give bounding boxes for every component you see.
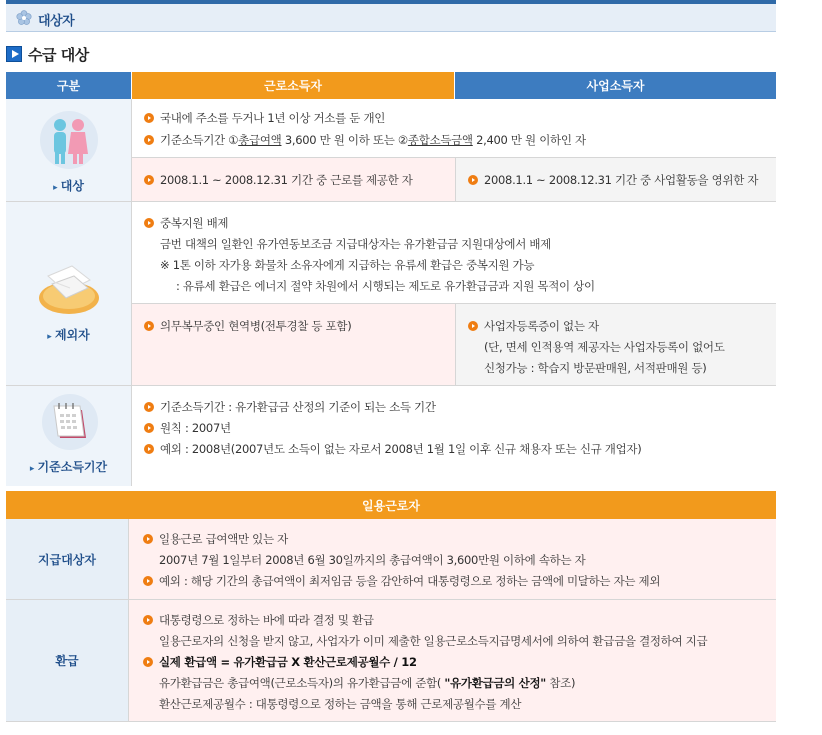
eligible-line-3: 예외 : 해당 기간의 총급여액이 최저임금 등을 감안하여 대통령령으로 정하는 금액에 미달하는 자는 제외	[143, 573, 660, 589]
row-eligible-category	[6, 519, 129, 600]
recipient-table	[6, 72, 776, 486]
row-eligible-label: 지급대상자	[38, 553, 96, 567]
row-refund-label: 환급	[55, 654, 79, 668]
row-excluded-wage: 의무복무중인 현역병(전투경찰 등 포함)	[132, 304, 455, 386]
excluded-line-3: ※ 1톤 이하 자가용 화물차 소유자에게 지급하는 유류세 환급은 중복지원 가능	[160, 258, 535, 272]
people-icon	[38, 109, 100, 171]
orange-bullet-icon	[468, 321, 478, 331]
refund-line-4: 유가환급금은 총급여액(근로소득자)의 유가환급금에 준함( "유가환급금의 산정" 참조)	[159, 676, 576, 690]
orange-bullet-icon	[144, 444, 154, 454]
excluded-line-1: 중복지원 배제	[144, 215, 228, 231]
page-header-bar	[6, 0, 776, 32]
excluded-line-4: : 유류세 환급은 에너지 절약 차원에서 시행되는 제도로 유가환급금과 지원 목적이 상이	[176, 279, 595, 293]
orange-bullet-icon	[143, 657, 153, 667]
row-target-common	[132, 99, 776, 158]
row-excluded-category	[6, 202, 132, 386]
refund-line-1: 대통령령으로 정하는 바에 따라 결정 및 환급	[143, 612, 374, 628]
daily-worker-table	[6, 491, 776, 723]
refund-line-2: 일용근로자의 신청을 받지 않고, 사업자가 이미 제출한 일용근로소득지급명세서에 의하여 환급금을 결정하여 지급	[159, 634, 708, 648]
section-title	[6, 43, 89, 65]
row-target-business: 2008.1.1 ~ 2008.12.31 기간 중 사업활동을 영위한 자	[455, 158, 776, 202]
header-wage-earner: 근로소득자	[132, 72, 455, 99]
row-refund-content	[129, 600, 776, 722]
row-eligible-content	[129, 519, 776, 600]
period-line-1: 기준소득기간 : 유가환급금 산정의 기준이 되는 소득 기간	[144, 399, 436, 415]
eligible-line-1: 일용근로 급여액만 있는 자	[143, 531, 288, 547]
row-excluded-common	[132, 202, 776, 304]
orange-bullet-icon	[144, 321, 154, 331]
orange-bullet-icon	[144, 423, 154, 433]
orange-bullet-icon	[144, 175, 154, 185]
orange-bullet-icon	[144, 135, 154, 145]
eligible-line-2: 2007년 7월 1일부터 2008년 6월 30일까지의 총급여액이 3,600만원 이하에 속하는 자	[159, 553, 586, 567]
row-target-label: ▸ 대상	[6, 177, 131, 194]
row-refund-category	[6, 600, 129, 722]
calendar-icon	[40, 392, 100, 452]
refund-line-3: 실제 환급액 = 유가환급금 X 환산근로제공월수 / 12	[143, 654, 417, 670]
page-title: 대상자	[38, 14, 75, 29]
target-line-1: 국내에 주소를 두거나 1년 이상 거소를 둔 개인	[144, 110, 385, 126]
period-line-3: 예외 : 2008년(2007년도 소득이 없는 자로서 2008년 1월 1일 이후 신규 채용자 또는 신규 개업자)	[144, 441, 641, 457]
row-target-category	[6, 99, 132, 202]
header-category: 구분	[6, 72, 132, 99]
orange-bullet-icon	[143, 615, 153, 625]
orange-bullet-icon	[143, 576, 153, 586]
row-excluded-business: 사업자등록증이 없는 자 (단, 면세 인적용역 제공자는 사업자등록이 없어도 신청가능 : 학습지 방문판매원, 서적판매원 등)	[455, 304, 776, 386]
refund-line-5: 환산근로제공월수 : 대통령령으로 정하는 금액을 통해 근로제공월수를 계산	[159, 697, 522, 711]
row-period-category	[6, 386, 132, 486]
row-period-content	[132, 386, 776, 486]
period-line-2: 원칙 : 2007년	[144, 420, 231, 436]
row-target-wage: 2008.1.1 ~ 2008.12.31 기간 중 근로를 제공한 자	[132, 158, 455, 202]
orange-bullet-icon	[143, 534, 153, 544]
row-period-label: ▸ 기준소득기간	[6, 458, 131, 475]
section-title-text: 수급 대상	[28, 45, 89, 64]
flower-icon	[16, 10, 32, 26]
header-business-earner: 사업소득자	[455, 72, 776, 99]
envelope-icon	[36, 254, 102, 318]
target-line-2: 기준소득기간 ①총급여액 3,600 만 원 이하 또는 ②종합소득금액 2,400 만 원 이하인 자	[144, 132, 586, 148]
orange-bullet-icon	[468, 175, 478, 185]
orange-bullet-icon	[144, 218, 154, 228]
row-excluded-label: ▸ 제외자	[6, 326, 131, 343]
orange-bullet-icon	[144, 402, 154, 412]
excluded-line-2: 금번 대책의 일환인 유가연동보조금 지급대상자는 유가환급금 지원대상에서 배제	[160, 237, 551, 251]
orange-bullet-icon	[144, 113, 154, 123]
daily-worker-header: 일용근로자	[6, 491, 776, 519]
arrow-box-icon	[6, 46, 22, 62]
